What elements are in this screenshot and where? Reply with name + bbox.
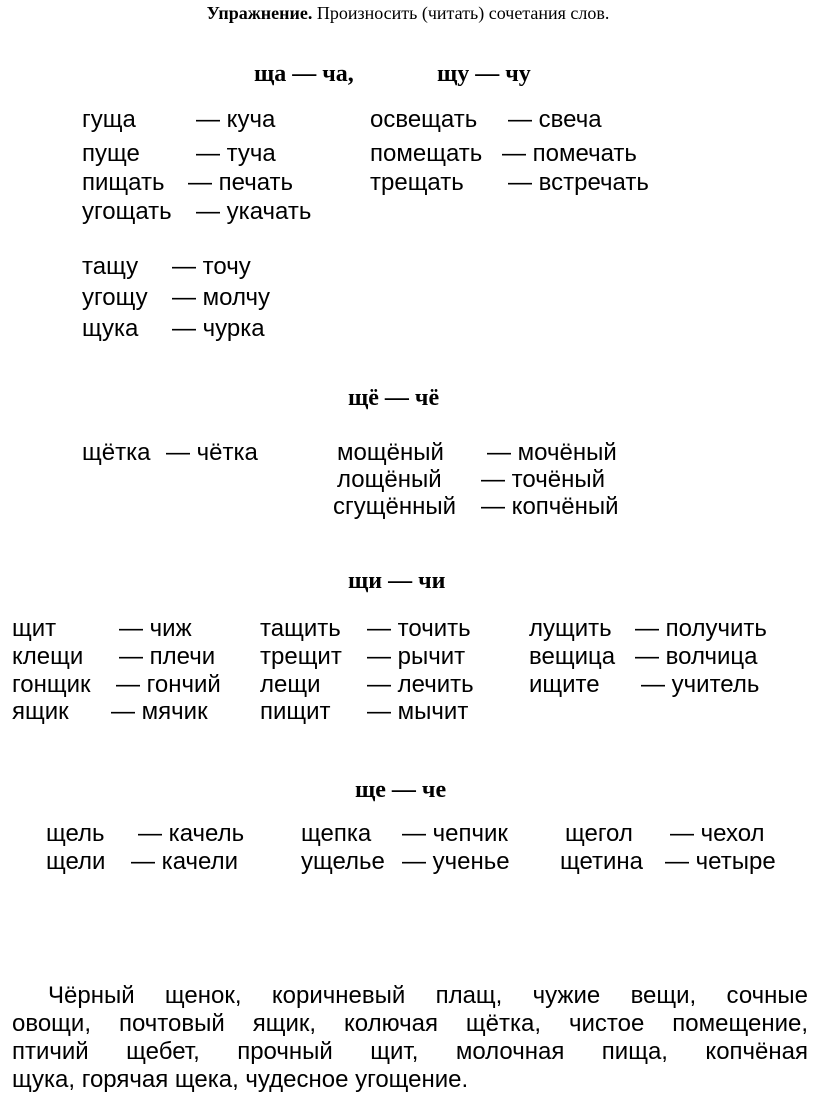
word-pair-22-a: пищит	[260, 698, 331, 725]
word-pair-30-a: щегол	[565, 820, 633, 847]
word-pair-3-b: — печать	[188, 169, 294, 196]
word-pair-7-b: — встречать	[508, 169, 649, 196]
word-pair-20-a: трещит	[260, 643, 342, 670]
word-pair-4-b: — укачать	[196, 198, 312, 225]
word-pair-23-b: — получить	[635, 615, 767, 642]
exercise-instruction: Произносить (читать) сочетания слов.	[312, 3, 610, 23]
word-pair-16-b: — плечи	[119, 643, 216, 670]
word-pair-2-a: пуще	[82, 140, 140, 167]
word-pair-9-b: — молчу	[172, 284, 270, 311]
word-pair-25-b: — учитель	[641, 671, 760, 698]
word-pair-17-a: гонщик	[12, 671, 91, 698]
word-pair-19-a: тащить	[260, 615, 341, 642]
word-pair-18-b: — мячик	[111, 698, 208, 725]
word-pair-24-b: — волчица	[635, 643, 758, 670]
paragraph-line-4: щука, горячая щека, чудесное угощение.	[12, 1066, 469, 1093]
word-pair-21-a: лещи	[260, 671, 321, 698]
word-pair-12-a: мощёный	[337, 439, 444, 466]
word-pair-3-a: пищать	[82, 169, 165, 196]
word-pair-8-a: тащу	[82, 253, 139, 280]
word-pair-1-a: гуща	[82, 106, 136, 133]
paragraph-line-2: овощи, почтовый ящик, колючая щётка, чистое помещение,	[12, 1010, 808, 1037]
word-pair-25-a: ищите	[529, 671, 600, 698]
word-pair-13-a: лощёный	[337, 466, 442, 493]
word-pair-20-b: — рычит	[367, 643, 466, 670]
word-pair-2-b: — туча	[196, 140, 276, 167]
heading-shcha-cha: ща — ча,	[254, 61, 354, 87]
word-pair-21-b: — лечить	[367, 671, 474, 698]
word-pair-18-a: ящик	[12, 698, 69, 725]
word-pair-13-b: — точёный	[481, 466, 605, 493]
word-pair-5-b: — свеча	[508, 106, 602, 133]
word-pair-22-b: — мычит	[367, 698, 469, 725]
word-pair-10-b: — чурка	[172, 315, 265, 342]
word-pair-31-b: — четыре	[665, 848, 776, 875]
heading-shchu-chu: щу — чу	[437, 61, 531, 87]
word-pair-12-b: — мочёный	[487, 439, 617, 466]
word-pair-19-b: — точить	[367, 615, 471, 642]
word-pair-4-a: угощать	[82, 198, 172, 225]
word-pair-28-a: щепка	[301, 820, 372, 847]
word-pair-1-b: — куча	[196, 106, 276, 133]
word-pair-15-b: — чиж	[119, 615, 192, 642]
word-pair-14-a: сгущённый	[333, 493, 457, 520]
word-pair-6-a: помещать	[370, 140, 483, 167]
word-pair-11-a: щётка	[82, 439, 151, 466]
word-pair-8-b: — точу	[172, 253, 251, 280]
word-pair-16-a: клещи	[12, 643, 84, 670]
paragraph-line-1: Чёрный щенок, коричневый плащ, чужие вещи, сочные	[48, 982, 808, 1009]
word-pair-28-b: — чепчик	[402, 820, 508, 847]
paragraph-line-3: птичий щебет, прочный щит, молочная пища, копчёная	[12, 1038, 808, 1065]
word-pair-23-a: лущить	[529, 615, 612, 642]
exercise-label: Упражнение.	[206, 3, 313, 23]
phrases-paragraph	[12, 982, 808, 1094]
word-pair-11-b: — чётка	[166, 439, 258, 466]
word-pair-31-a: щетина	[560, 848, 644, 875]
word-pair-27-b: — качели	[131, 848, 238, 875]
exercise-header	[0, 3, 816, 24]
word-pair-26-b: — качель	[138, 820, 245, 847]
word-pair-24-a: вещица	[529, 643, 616, 670]
word-pair-30-b: — чехол	[670, 820, 765, 847]
word-pair-7-a: трещать	[370, 169, 464, 196]
word-pair-27-a: щели	[46, 848, 106, 875]
word-pair-14-b: — копчёный	[481, 493, 619, 520]
word-pair-5-a: освещать	[370, 106, 478, 133]
word-pair-10-a: щука	[82, 315, 139, 342]
heading-shchi-chi: щи — чи	[348, 568, 446, 594]
word-pair-17-b: — гончий	[116, 671, 221, 698]
word-pair-9-a: угощу	[82, 284, 148, 311]
heading-shche-che: ще — че	[355, 777, 447, 803]
heading-shchyo-chyo: щё — чё	[348, 385, 440, 411]
word-pair-15-a: щит	[12, 615, 57, 642]
word-pair-29-a: ущелье	[301, 848, 385, 875]
word-pair-26-a: щель	[46, 820, 105, 847]
word-pair-6-b: — помечать	[502, 140, 637, 167]
word-pair-29-b: — ученье	[402, 848, 510, 875]
